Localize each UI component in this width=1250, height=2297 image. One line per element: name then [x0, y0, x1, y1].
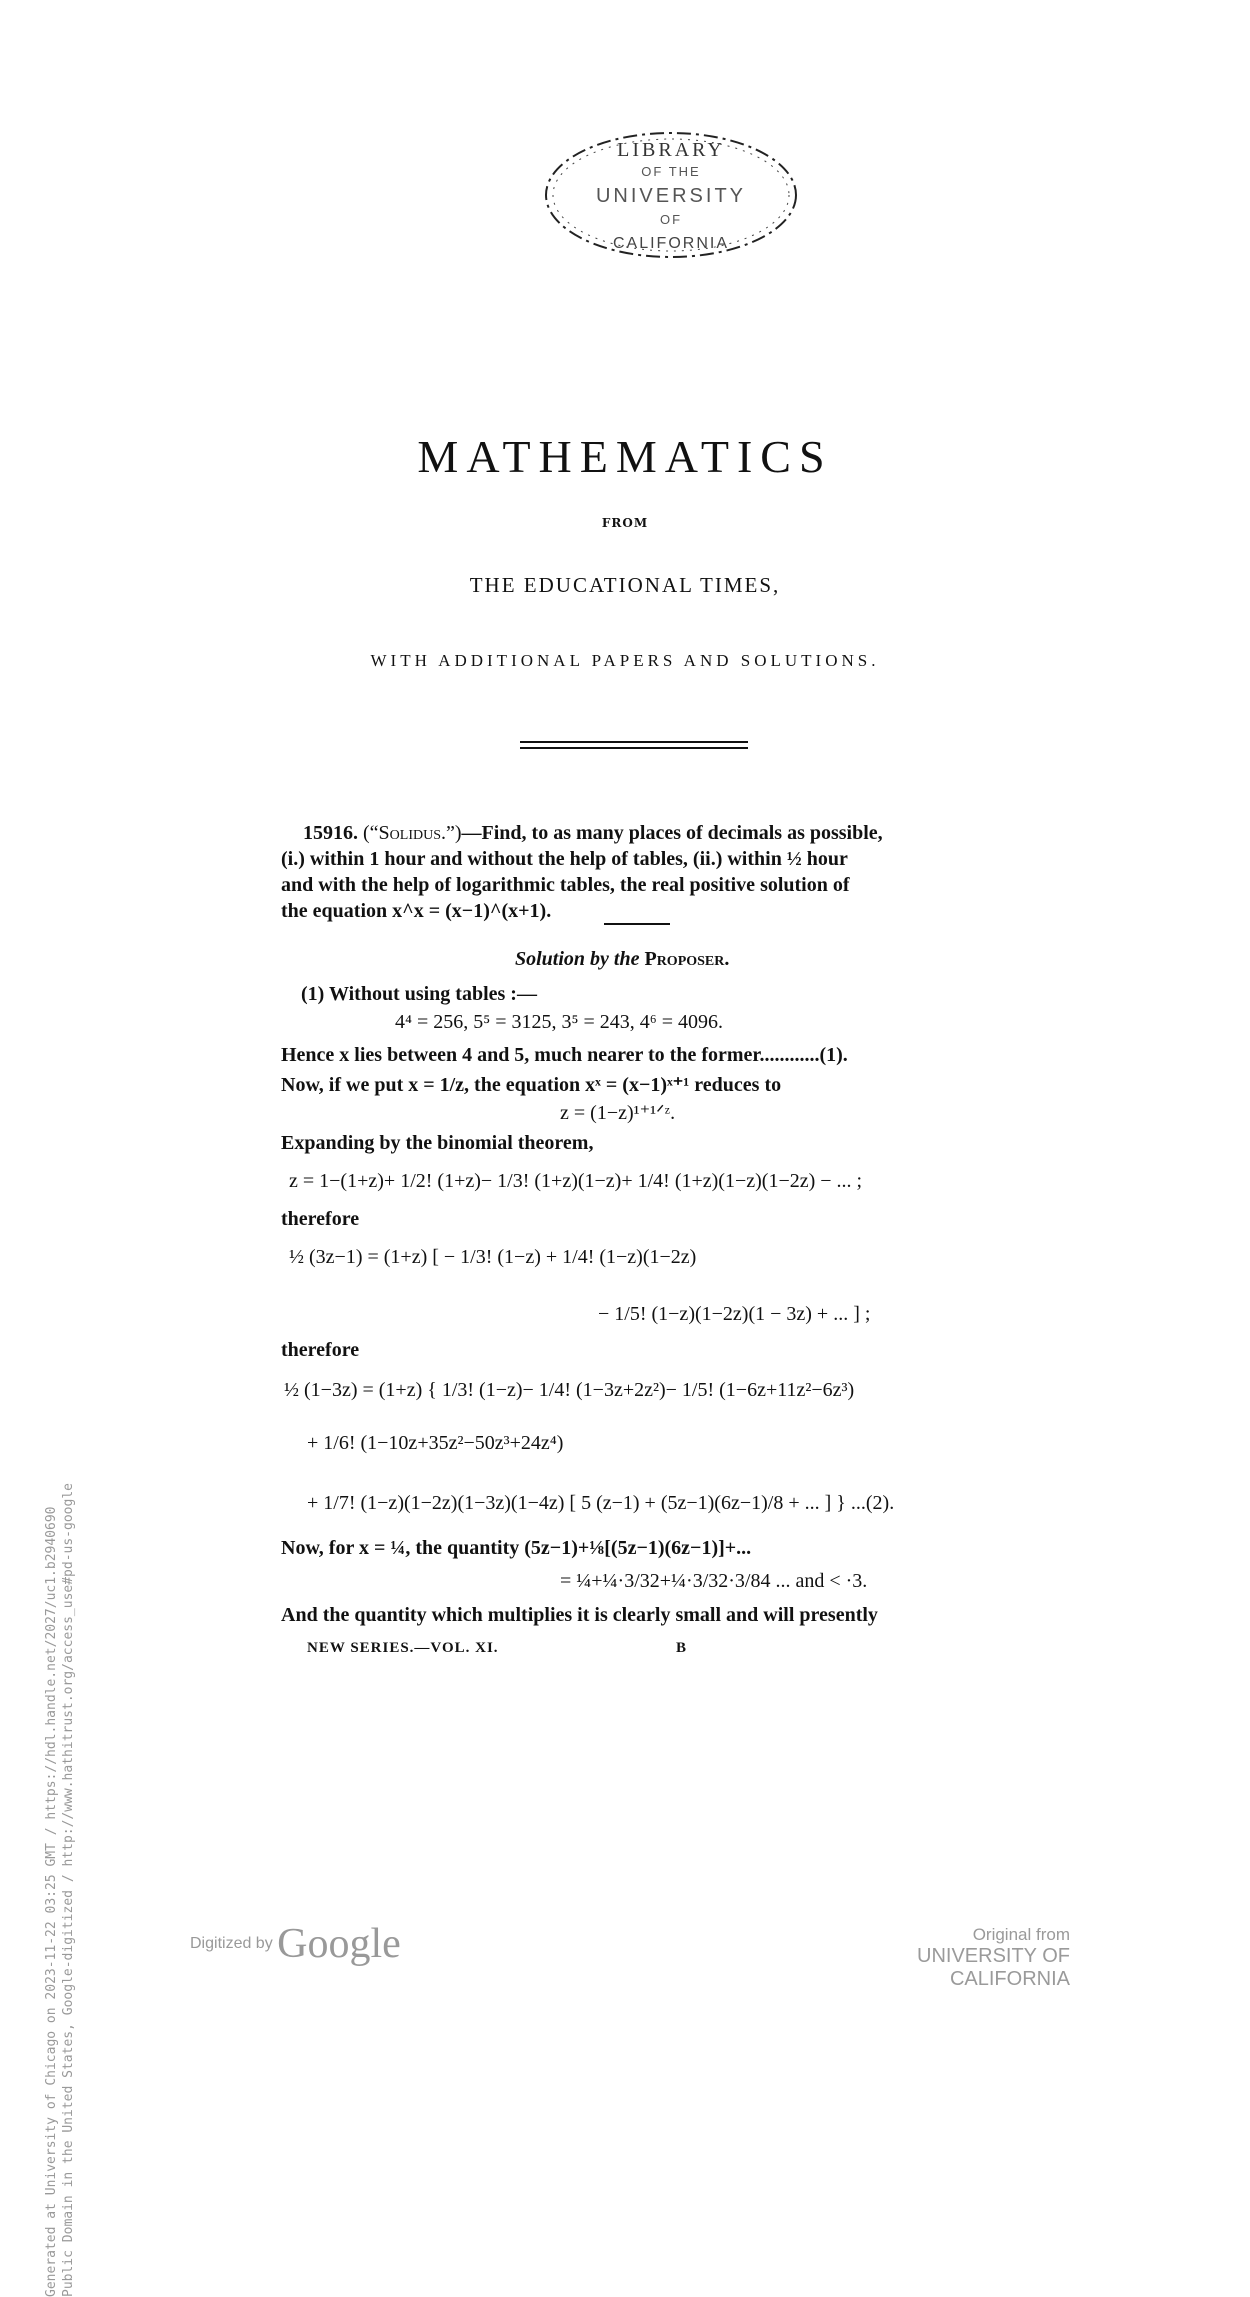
stamp-line-5: CALIFORNIA — [612, 235, 730, 252]
short-rule — [604, 923, 670, 925]
problem-author: (“Solidus.”) — [363, 822, 462, 844]
stamp-line-1: LIBRARY — [617, 139, 725, 161]
therefore-2: therefore — [281, 1339, 360, 1361]
problem-text-2: (i.) within 1 hour and without the help of tables, (ii.) within ½ hour — [281, 848, 848, 870]
google-logo: Google — [277, 1921, 401, 1967]
stamp-line-2: OF THE — [641, 164, 701, 179]
from-label: FROM — [601, 516, 649, 530]
approximation-line: = ¼+¼·3/32+¼·3/32·3/84 ... and < ·3. — [560, 1570, 868, 1592]
problem-text-1: —Find, to as many places of decimals as possible, — [461, 822, 883, 844]
z-equation: z = (1−z)¹⁺¹ᐟᶻ. — [560, 1102, 676, 1124]
therefore-1: therefore — [281, 1208, 360, 1230]
page-title: MATHEMATICS — [417, 431, 833, 482]
stamp-line-3: UNIVERSITY — [595, 185, 747, 207]
double-rule-bottom — [520, 747, 748, 749]
binomial-expansion: z = 1−(1+z)+ 1/2! (1+z)− 1/3! (1+z)(1−z)+ 1/4! (1+z)(1−z)(1−2z) − ... ; — [289, 1170, 863, 1192]
hence-line: Hence x lies between 4 and 5, much nearer to the former............(1). — [281, 1044, 848, 1066]
double-rule-top — [520, 741, 748, 743]
now-line: Now, if we put x = 1/z, the equation xˣ = (x−1)ˣ⁺¹ reduces to — [281, 1074, 782, 1096]
provenance-line-1: Generated at University of Chicago on 2023-11-22 03:25 GMT / https://hdl.handle.net/2027/uc1.b2940690 — [44, 1506, 59, 2297]
powers-line: 4⁴ = 256, 5⁵ = 3125, 3⁵ = 243, 4⁶ = 4096. — [395, 1011, 724, 1033]
problem-text-4: the equation x^x = (x−1)^(x+1). — [281, 900, 552, 922]
problem-block — [281, 820, 991, 924]
additional-papers-line: WITH ADDITIONAL PAPERS AND SOLUTIONS. — [370, 651, 880, 670]
provenance-line-2: Public Domain in the United States, Google-digitized / http://www.hathitrust.org/access_use#pd-us-google — [61, 1483, 76, 2297]
expanding-line: Expanding by the binomial theorem, — [281, 1132, 594, 1154]
stamp-line-4: OF — [659, 212, 683, 227]
step-1: (1) Without using tables :— — [301, 983, 537, 1005]
series-footer: NEW SERIES.—VOL. XI. — [307, 1640, 499, 1656]
solution-heading-text: Solution by the — [515, 948, 640, 970]
now-for-line: Now, for x = ¼, the quantity (5z−1)+⅛[(5z−1)(6z−1)]+... — [281, 1537, 752, 1559]
equation-d: + 1/6! (1−10z+35z²−50z³+24z⁴) — [307, 1432, 564, 1454]
signature-mark: B — [676, 1640, 687, 1656]
equation-c: ½ (1−3z) = (1+z) { 1/3! (1−z)− 1/4! (1−3z+2z²)− 1/5! (1−6z+11z²−6z³) — [284, 1379, 855, 1401]
equation-e: + 1/7! (1−z)(1−2z)(1−3z)(1−4z) [ 5 (z−1) + (5z−1)(6z−1)/8 + ... ] } ...(2). — [307, 1492, 895, 1514]
original-from-label: Original from — [972, 1925, 1070, 1944]
equation-b: − 1/5! (1−z)(1−2z)(1 − 3z) + ... ] ; — [598, 1303, 871, 1325]
problem-number: 15916. — [303, 822, 358, 844]
last-line: And the quantity which multiplies it is clearly small and will presently — [281, 1604, 878, 1626]
provenance-sidebar — [43, 597, 77, 2297]
problem-text-3: and with the help of logarithmic tables, the real positive solution of — [281, 874, 850, 896]
library-stamp — [540, 128, 802, 263]
university-label: UNIVERSITY OF CALIFORNIA — [917, 1945, 1070, 1990]
digitized-by-google — [190, 1920, 401, 1968]
equation-a: ½ (3z−1) = (1+z) [ − 1/3! (1−z) + 1/4! (1−z)(1−2z) — [289, 1246, 697, 1268]
subtitle: THE EDUCATIONAL TIMES, — [469, 573, 781, 597]
digitized-by-label: Digitized by — [190, 1935, 273, 1952]
solution-heading-proposer: Proposer. — [644, 948, 730, 970]
solution-heading — [515, 948, 729, 971]
original-from-block — [800, 1925, 1070, 1991]
